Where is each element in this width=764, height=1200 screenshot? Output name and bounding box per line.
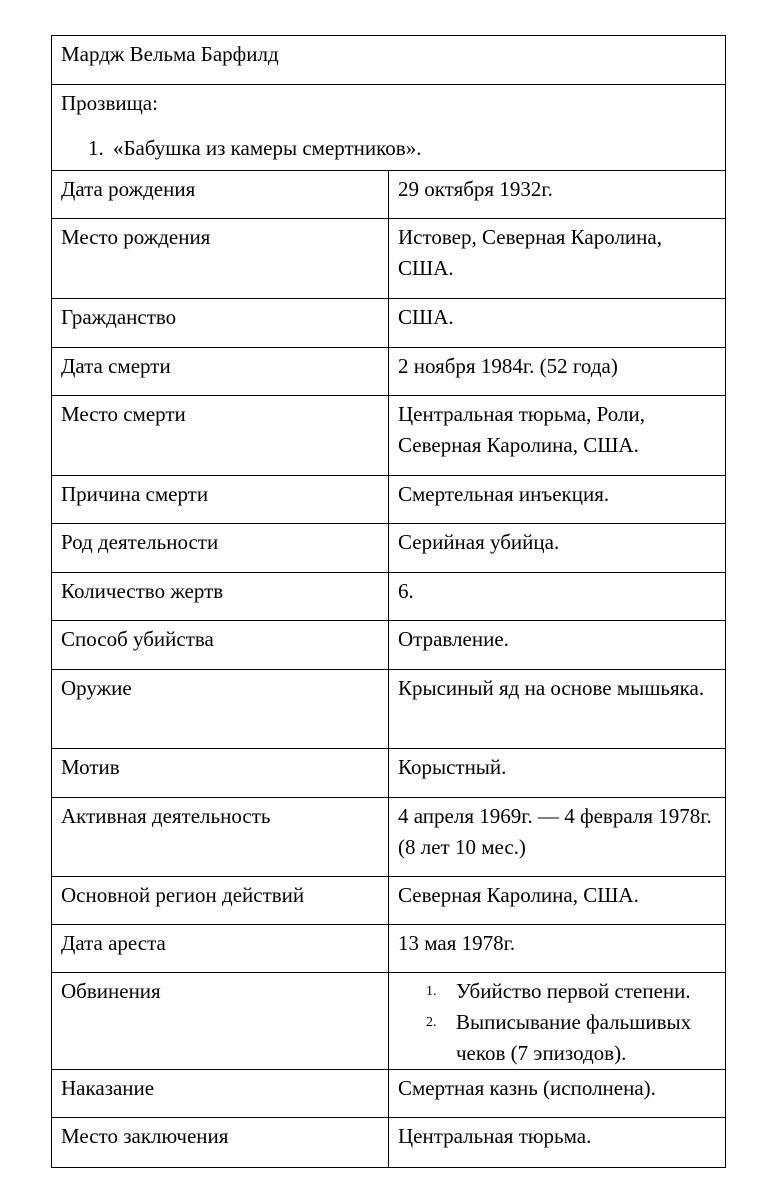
- row-birth-date: [52, 171, 726, 219]
- row-citizenship: [52, 299, 726, 348]
- row-label: Мотив: [52, 749, 389, 798]
- charges-cell: [389, 973, 726, 1070]
- row-motive: [52, 749, 726, 798]
- row-label: Количество жертв: [52, 573, 389, 621]
- row-label: Дата рождения: [52, 171, 389, 219]
- row-value: Северная Каролина, США.: [389, 877, 726, 925]
- row-label: Гражданство: [52, 299, 389, 348]
- row-label: Место смерти: [52, 396, 389, 476]
- row-method: [52, 621, 726, 670]
- row-value: Крысиный яд на основе мышьяка.: [389, 670, 726, 749]
- row-arrest-date: [52, 925, 726, 973]
- row-death-date: [52, 348, 726, 396]
- row-region: [52, 877, 726, 925]
- row-value: Истовер, Северная Каролина, США.: [389, 219, 726, 299]
- row-charges: [52, 973, 726, 1070]
- charge-item: [426, 976, 716, 1007]
- charge-number: 2.: [426, 1015, 437, 1030]
- row-value: 4 апреля 1969г. — 4 февраля 1978г. (8 лет 10 мес.): [389, 798, 726, 877]
- charge-text: Убийство первой степени.: [456, 979, 691, 1003]
- row-label: Причина смерти: [52, 476, 389, 524]
- row-value: Смертельная инъекция.: [389, 476, 726, 524]
- row-value: 2 ноября 1984г. (52 года): [389, 348, 726, 396]
- row-birth-place: [52, 219, 726, 299]
- nickname-item: 1. «Бабушка из камеры смертников».: [109, 133, 716, 164]
- row-label: Активная деятельность: [52, 798, 389, 877]
- charge-item: [426, 1007, 716, 1069]
- row-label: Дата смерти: [52, 348, 389, 396]
- charge-number: 1.: [426, 984, 437, 999]
- nicknames-label: Прозвища:: [61, 91, 158, 115]
- row-value: 6.: [389, 573, 726, 621]
- row-label: Оружие: [52, 670, 389, 749]
- row-active-period: [52, 798, 726, 877]
- person-name: Мардж Вельма Барфилд: [52, 36, 726, 85]
- row-death-place: [52, 396, 726, 476]
- nicknames-cell: [52, 85, 726, 171]
- row-value: Центральная тюрьма, Роли, Северная Каролина, США.: [389, 396, 726, 476]
- profile-table: [51, 35, 726, 1168]
- row-value: Смертная казнь (исполнена).: [389, 1070, 726, 1118]
- row-label: Дата ареста: [52, 925, 389, 973]
- title-row: [52, 36, 726, 85]
- row-value: Корыстный.: [389, 749, 726, 798]
- row-label: Род деятельности: [52, 524, 389, 573]
- row-label: Обвинения: [52, 973, 389, 1070]
- row-value: Серийная убийца.: [389, 524, 726, 573]
- row-value: Отравление.: [389, 621, 726, 670]
- row-death-cause: [52, 476, 726, 524]
- row-value: 13 мая 1978г.: [389, 925, 726, 973]
- row-value: Центральная тюрьма.: [389, 1118, 726, 1168]
- row-prison: [52, 1118, 726, 1168]
- row-label: Основной регион действий: [52, 877, 389, 925]
- row-value: США.: [389, 299, 726, 348]
- charge-text: Выписывание фальшивых чеков (7 эпизодов).: [456, 1010, 692, 1065]
- row-occupation: [52, 524, 726, 573]
- row-label: Место заключения: [52, 1118, 389, 1168]
- row-value: 29 октября 1932г.: [389, 171, 726, 219]
- charges-list: [398, 976, 716, 1069]
- row-weapon: [52, 670, 726, 749]
- row-label: Способ убийства: [52, 621, 389, 670]
- row-victims: [52, 573, 726, 621]
- row-label: Наказание: [52, 1070, 389, 1118]
- nicknames-list: [61, 133, 716, 164]
- row-punishment: [52, 1070, 726, 1118]
- row-label: Место рождения: [52, 219, 389, 299]
- nicknames-row: [52, 85, 726, 171]
